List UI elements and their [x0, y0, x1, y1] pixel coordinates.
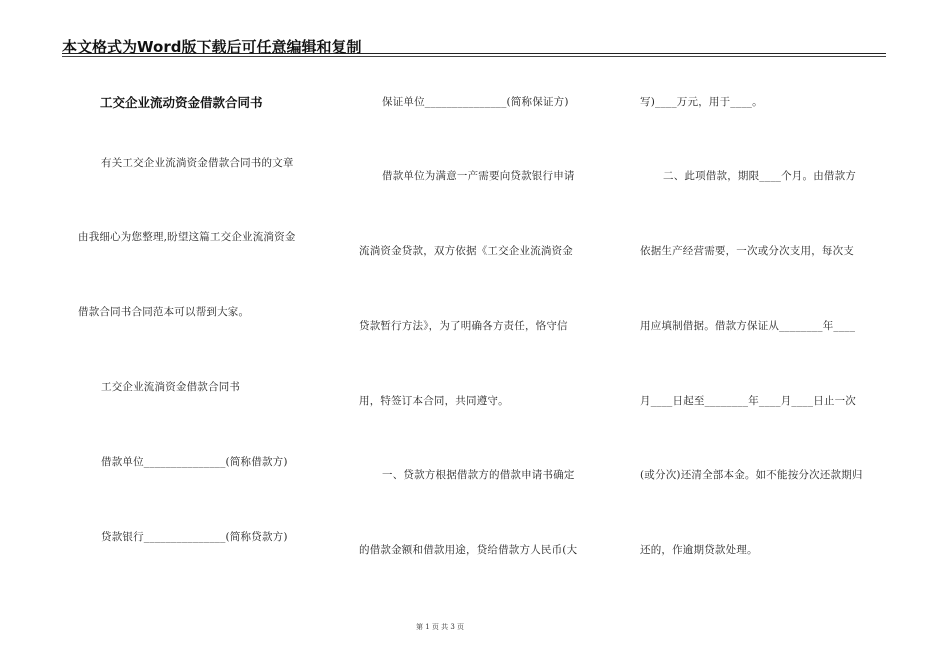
paragraph-line: 贷款银行_______________(简称贷款方): [101, 531, 288, 543]
header-rule-secondary: [62, 56, 886, 57]
paragraph-line: 依据生产经营需要，一次或分次支用，每次支: [640, 245, 854, 257]
paragraph-line: 借款单位为满意一产需要向贷款银行申请: [382, 170, 575, 182]
paragraph-line: 借款单位_______________(简称借款方): [101, 456, 288, 468]
paragraph-line: 有关工交企业流淌资金借款合同书的文章: [101, 157, 294, 169]
paragraph-line: 工交企业流淌资金借款合同书: [101, 381, 241, 393]
paragraph-line: 流淌资金贷款，双方依据《工交企业流淌资金: [359, 245, 573, 257]
paragraph-line: 二、此项借款，期限____个月。由借款方: [663, 170, 856, 182]
paragraph-line: 还的，作逾期贷款处理。: [640, 544, 758, 556]
paragraph-line: 的借款金额和借款用途，贷给借款方人民币(大: [359, 544, 578, 556]
paragraph-line: 月____日起至________年____月____日止一次: [640, 395, 856, 407]
paragraph-line: 写)____万元，用于____。: [640, 96, 763, 108]
paragraph-line: 用应填制借据。借款方保证从________年____: [640, 320, 856, 332]
header-rule: [62, 53, 886, 54]
paragraph-line: 贷款暂行方法》，为了明确各方责任，恪守信: [359, 320, 568, 332]
paragraph-line: 一、贷款方根据借款方的借款申请书确定: [382, 469, 575, 481]
paragraph-line: (或分次)还清全部本金。如不能按分次还款期归: [640, 469, 863, 481]
paragraph-line: 借款合同书合同范本可以帮到大家。: [78, 306, 250, 318]
page-number: 第 1 页 共 3 页: [415, 623, 465, 631]
paragraph-line: 用，特签订本合同，共同遵守。: [359, 395, 509, 407]
document-header: 本文格式为Word版下载后可任意编辑和复制: [62, 38, 362, 56]
paragraph-line: 由我细心为您整理,盼望这篇工交企业流淌资金: [78, 231, 296, 243]
document-title: 工交企业流动资金借款合同书: [100, 95, 263, 110]
paragraph-line: 保证单位_______________(简称保证方): [382, 96, 569, 108]
